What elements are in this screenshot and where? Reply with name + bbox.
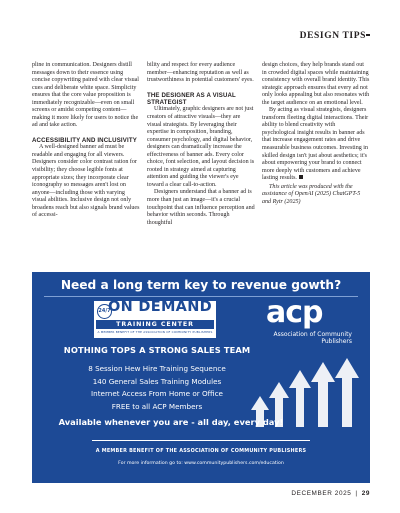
paragraph: Ultimately, graphic designers are not just creators of attractive visuals—they are visual strategists. By leveraging their expertise in composition, branding, consumer psychology, and digital behavior, designers can dramatically increase the effectiveness of banner ads. Every color choice, font selection, and layout decision is rooted in strategy aimed at capturing attention and guiding the viewer's eye toward a clear call-to-action.	[147, 106, 255, 188]
end-mark-icon	[299, 175, 303, 179]
subheading: ACCESSIBILITY AND INCLUSIVITY	[32, 136, 137, 144]
on-demand-title: ON DEMAND	[108, 299, 212, 315]
paragraph: bility and respect for every audience member—enhancing reputation as well as trustworthiness in potential customers' eyes.	[147, 62, 254, 84]
section-title: DESIGN TIPS	[296, 31, 366, 41]
article-column-2	[147, 62, 255, 268]
subheading: THE DESIGNER AS A VISUAL STRATEGIST	[147, 91, 236, 107]
ad-info-link[interactable]: For more information go to: www.communitypublishers.com/education	[118, 461, 284, 466]
training-center-label: TRAINING CENTER	[96, 320, 214, 329]
ad-feature: FREE to all ACP Members	[111, 401, 203, 411]
paragraph: A well-designed banner ad must be readable and engaging for all viewers. Designers consider color contrast ration for visibility; they choose legible fonts at appropriate sizes; they incorporate clear iconography so messages aren't lost on anyone—including those with varying visual abilities. Inclusive design not only broadens reach but also signals brand values of accessi-	[32, 144, 140, 219]
paragraph: design choices, they help brands stand out in crowded digital spaces while maintaining consistency with overall brand identity. This strategic approach ensures that every ad not only looks appealing but also resonates with the target audience on an emotional level.	[262, 62, 370, 106]
ad-member-benefit: A MEMBER BENEFIT OF THE ASSOCIATION OF COMMUNITY PUBLISHERS	[95, 448, 307, 454]
article-credit: This article was produced with the assistance of OpenAI (2025) ChatGPT-5 and Rytr (2025)	[262, 183, 361, 205]
paragraph: Designers understand that a banner ad is more than just an image—it's a crucial touchpoint that can influence perception and behavior within seconds. Through thoughtful	[147, 189, 255, 226]
advertisement[interactable]	[32, 272, 370, 483]
on-demand-logo	[94, 301, 216, 338]
on-demand-subtitle: A MEMBER BENEFIT OF THE ASSOCIATION OF COMMUNITY PUBLISHERS	[97, 330, 213, 334]
article-body	[32, 62, 370, 268]
page-number: 29	[361, 490, 370, 497]
article-column-3	[262, 62, 370, 268]
paragraph	[262, 107, 370, 182]
ad-feature-list	[42, 363, 272, 413]
footer-separator: |	[355, 490, 358, 497]
ad-feature: 8 Session Hew Hire Training Sequence	[88, 364, 226, 373]
issue-date: DECEMBER 2025	[291, 490, 352, 497]
ad-availability: Available whenever you are - all day, every day!	[58, 417, 284, 427]
article-column-1	[32, 62, 140, 268]
ad-feature: 140 General Sales Training Modules	[92, 376, 222, 386]
acp-logo-subtitle: Association of Community Publishers	[273, 331, 352, 346]
ad-tagline: NOTHING TOPS A STRONG SALES TEAM	[63, 345, 251, 355]
paragraph: pline in communication. Designers distill messages down to their essence using concise copywriting paired with clear visual cues and deliberate white space. Simplicity ensures that the core value proposition is immediately recognizable—even on small screens or amidst competing content—making it more likely for users to notice the ad and take action.	[32, 62, 139, 129]
ad-headline: Need a long term key to revenue gowth?	[60, 278, 342, 292]
acp-logo: acp	[266, 295, 323, 330]
page-footer	[291, 490, 370, 497]
paragraph-text: By acting as visual strategists, designers transform fleeting digital interactions. Their ability to blend creativity with psychological insight results in banner ads that increase engagement rates and drive measurable business outcomes. Investing in skilled design isn't just about aesthetics; it's about empowering your brand to connect more deeply with customers and achieve lasting results.	[262, 107, 369, 182]
clock-24-7-icon: 24/7	[97, 304, 112, 319]
upward-arrows-icon	[250, 332, 365, 427]
ad-divider	[92, 440, 310, 441]
ad-feature: Internet Access From Home or Office	[91, 389, 223, 398]
